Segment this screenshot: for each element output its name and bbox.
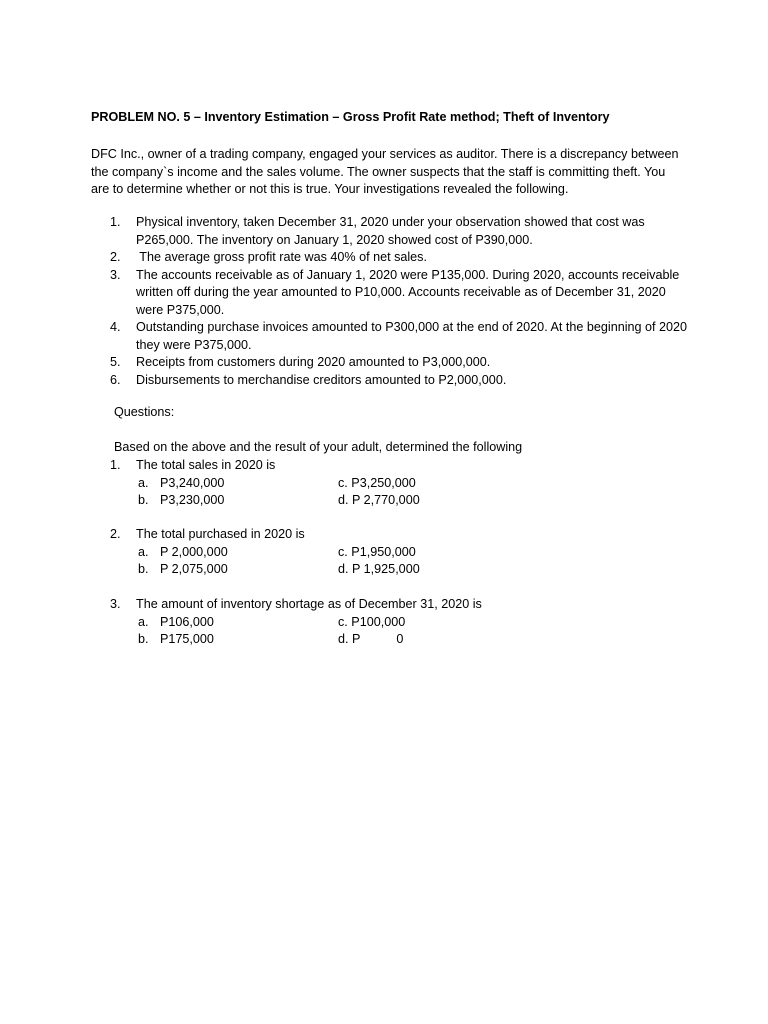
option-value: P 2,000,000 <box>160 544 228 559</box>
options-row <box>138 475 670 493</box>
fact-item <box>110 372 690 390</box>
options-row <box>138 544 670 562</box>
question-options <box>138 475 670 510</box>
option-letter: a. <box>138 614 149 629</box>
option-d-prefix: d. P <box>338 632 361 646</box>
option-b <box>138 631 338 649</box>
options-row <box>138 631 670 649</box>
question-text: The total purchased in 2020 is <box>136 527 305 541</box>
options-row <box>138 492 670 510</box>
option-d <box>338 631 538 649</box>
fact-number: 4. <box>110 320 121 334</box>
question-stem <box>110 526 670 544</box>
fact-number: 2. <box>110 250 121 264</box>
option-d: d. P 1,925,000 <box>338 562 420 576</box>
question-stem <box>110 457 670 475</box>
option-value: P3,240,000 <box>160 475 225 490</box>
option-c: c. P3,250,000 <box>338 475 416 490</box>
questions-instruction: Based on the above and the result of your adult, determined the following <box>114 440 523 454</box>
fact-text: Outstanding purchase invoices amounted to P300,000 at the end of 2020. At the beginning of 2020 they were P375,000. <box>136 320 688 352</box>
questions-heading: Questions: <box>114 405 175 419</box>
fact-number: 3. <box>110 267 121 282</box>
question-options <box>138 614 670 649</box>
intro-paragraph: DFC Inc., owner of a trading company, engaged your services as auditor. There is a discrepancy between the company`s income and the sales volume. The owner suspects that the staff is committing theft. You are to determine whether or not this is true. Your investigations revealed the following. <box>91 147 679 196</box>
fact-text: The accounts receivable as of January 1, 2020 were P135,000. During 2020, accounts receivable written off during the year amounted to P10,000. Accounts receivable as of December 31, 2020 were P375,000. <box>136 267 680 317</box>
question-number: 2. <box>110 527 121 541</box>
fact-text: The average gross profit rate was 40% of net sales. <box>136 250 427 264</box>
option-value: P106,000 <box>160 614 214 629</box>
question-1 <box>110 457 670 510</box>
question-number: 3. <box>110 597 121 611</box>
fact-text: Physical inventory, taken December 31, 2020 under your observation showed that cost was P265,000. The inventory on January 1, 2020 showed cost of P390,000. <box>136 215 645 247</box>
option-d: d. P 2,770,000 <box>338 493 420 507</box>
option-letter: b. <box>138 632 149 646</box>
option-letter: a. <box>138 544 149 559</box>
question-options <box>138 544 670 579</box>
option-a <box>138 475 338 493</box>
option-letter: b. <box>138 493 149 507</box>
fact-text: Disbursements to merchandise creditors amounted to P2,000,000. <box>136 372 507 387</box>
question-2 <box>110 526 670 579</box>
fact-item <box>110 267 690 320</box>
problem-title: PROBLEM NO. 5 – Inventory Estimation – Gross Profit Rate method; Theft of Inventory <box>91 110 610 124</box>
option-c: c. P100,000 <box>338 614 406 629</box>
option-d-value: 0 <box>396 632 404 646</box>
question-text: The total sales in 2020 is <box>136 458 276 472</box>
question-text: The amount of inventory shortage as of December 31, 2020 is <box>136 597 482 611</box>
fact-number: 1. <box>110 215 121 229</box>
options-row <box>138 561 670 579</box>
question-3 <box>110 596 670 649</box>
option-b <box>138 561 338 579</box>
fact-text: Receipts from customers during 2020 amounted to P3,000,000. <box>136 355 491 369</box>
question-number: 1. <box>110 458 121 472</box>
fact-item <box>110 214 690 249</box>
option-b <box>138 492 338 510</box>
option-letter: b. <box>138 562 149 576</box>
option-a <box>138 544 338 562</box>
options-row <box>138 614 670 632</box>
option-value: P175,000 <box>160 632 214 646</box>
option-c: c. P1,950,000 <box>338 544 416 559</box>
fact-item <box>110 249 690 267</box>
fact-item <box>110 354 690 372</box>
facts-list <box>110 214 690 389</box>
option-a <box>138 614 338 632</box>
fact-number: 5. <box>110 355 121 369</box>
option-value: P3,230,000 <box>160 493 225 507</box>
option-value: P 2,075,000 <box>160 562 228 576</box>
option-letter: a. <box>138 475 149 490</box>
fact-number: 6. <box>110 372 121 387</box>
question-stem <box>110 596 670 614</box>
fact-item <box>110 319 690 354</box>
